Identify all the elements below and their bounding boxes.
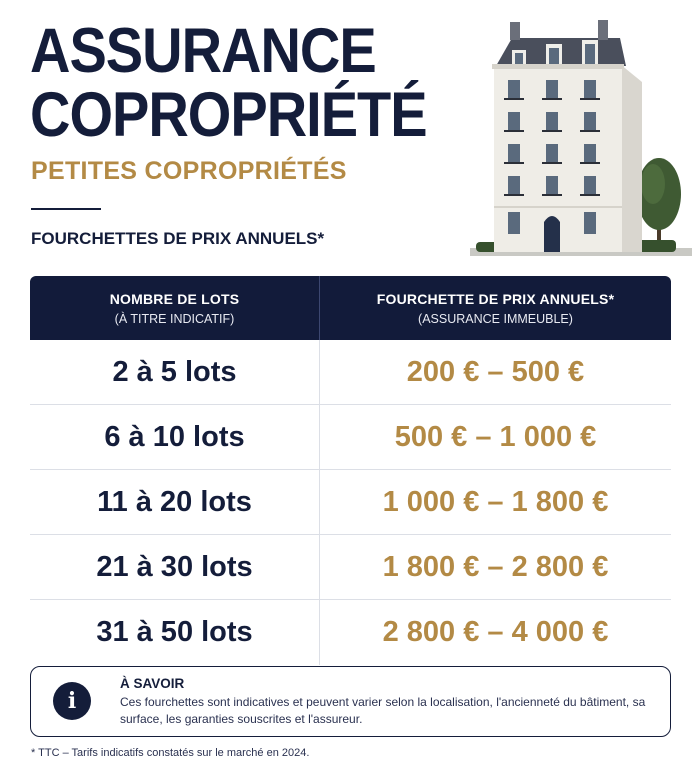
column-header-price bbox=[320, 276, 671, 340]
section-label: FOURCHETTES DE PRIX ANNUELS* bbox=[31, 229, 325, 248]
page-title bbox=[30, 14, 450, 150]
info-box bbox=[30, 666, 671, 737]
lots-cell: 11 à 20 lots bbox=[30, 470, 320, 534]
column-header-price-note: (ASSURANCE IMMEUBLE) bbox=[418, 311, 573, 326]
price-cell: 200 € – 500 € bbox=[406, 355, 585, 388]
table-row bbox=[30, 535, 671, 600]
info-icon: i bbox=[53, 682, 91, 720]
column-header-lots bbox=[30, 276, 320, 340]
table-row bbox=[30, 470, 671, 535]
subtitle: PETITES COPROPRIÉTÉS bbox=[31, 157, 347, 185]
title-line-2: COPROPRIÉTÉ bbox=[30, 78, 427, 150]
info-title: À SAVOIR bbox=[120, 676, 185, 691]
table-row bbox=[30, 405, 671, 470]
price-cell: 1 800 € – 2 800 € bbox=[382, 550, 609, 583]
footnote: * TTC – Tarifs indicatifs constatés sur le marché en 2024. bbox=[31, 747, 310, 759]
column-header-lots-note: (À TITRE INDICATIF) bbox=[114, 311, 235, 326]
price-cell: 500 € – 1 000 € bbox=[394, 420, 597, 453]
price-table bbox=[30, 276, 671, 665]
title-line-1: ASSURANCE bbox=[30, 14, 376, 86]
lots-cell: 6 à 10 lots bbox=[30, 405, 320, 469]
table-row bbox=[30, 340, 671, 405]
column-header-price-title: FOURCHETTE DE PRIX ANNUELS* bbox=[376, 290, 615, 307]
lots-cell: 2 à 5 lots bbox=[30, 340, 320, 404]
lots-cell: 31 à 50 lots bbox=[30, 600, 320, 665]
price-cell: 1 000 € – 1 800 € bbox=[382, 485, 609, 518]
column-header-lots-title: NOMBRE DE LOTS bbox=[109, 290, 240, 307]
info-text: Ces fourchettes sont indicatives et peuvent varier selon la localisation, l'ancienneté du bâtiment, sa surface, les garanties souscrites et l'assureur. bbox=[120, 695, 646, 726]
building-illustration bbox=[470, 14, 692, 268]
lots-cell: 21 à 30 lots bbox=[30, 535, 320, 599]
price-cell: 2 800 € – 4 000 € bbox=[382, 616, 609, 648]
table-row bbox=[30, 600, 671, 665]
table-header bbox=[30, 276, 671, 340]
divider bbox=[31, 208, 101, 210]
